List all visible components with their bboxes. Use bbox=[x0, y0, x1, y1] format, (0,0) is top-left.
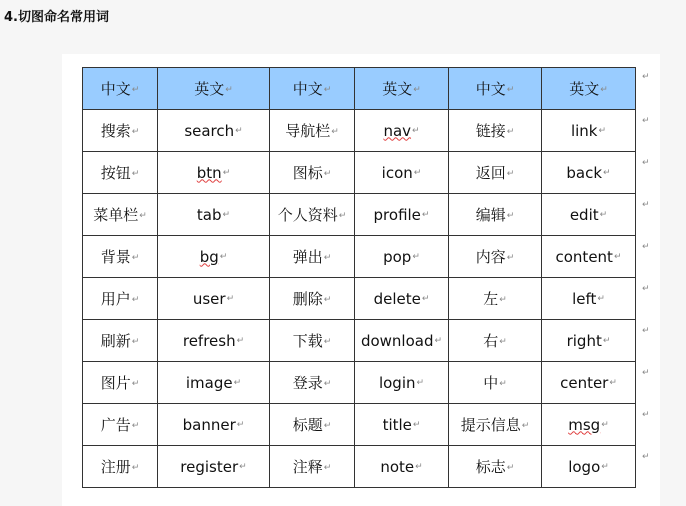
row-end-mark: ↵ bbox=[642, 326, 650, 336]
table-cell: 按钮↵ bbox=[83, 152, 158, 194]
table-row bbox=[83, 404, 636, 446]
row-end-mark: ↵ bbox=[642, 284, 650, 294]
naming-table bbox=[82, 67, 636, 488]
table-cell: 下载↵ bbox=[270, 320, 355, 362]
table-cell: banner↵ bbox=[158, 404, 270, 446]
table-cell: delete↵ bbox=[355, 278, 449, 320]
header-cell: 英文↵ bbox=[355, 68, 449, 110]
table-cell: btn↵ bbox=[158, 152, 270, 194]
section-heading: 4.切图命名常用词 bbox=[4, 10, 109, 25]
table-cell: 删除↵ bbox=[270, 278, 355, 320]
table-cell: 用户↵ bbox=[83, 278, 158, 320]
table-cell: link↵ bbox=[542, 110, 636, 152]
table-cell: 搜索↵ bbox=[83, 110, 158, 152]
table-cell: 背景↵ bbox=[83, 236, 158, 278]
table-cell: content↵ bbox=[542, 236, 636, 278]
table-row bbox=[83, 362, 636, 404]
table-cell: 图标↵ bbox=[270, 152, 355, 194]
table-cell: 左↵ bbox=[449, 278, 542, 320]
header-cell: 中文↵ bbox=[83, 68, 158, 110]
table-cell: 刷新↵ bbox=[83, 320, 158, 362]
row-end-mark: ↵ bbox=[642, 368, 650, 378]
table-cell: search↵ bbox=[158, 110, 270, 152]
table-cell: 菜单栏↵ bbox=[83, 194, 158, 236]
table-cell: right↵ bbox=[542, 320, 636, 362]
table-row bbox=[83, 278, 636, 320]
table-row bbox=[83, 320, 636, 362]
table-cell: 内容↵ bbox=[449, 236, 542, 278]
table-row bbox=[83, 236, 636, 278]
table-cell: 编辑↵ bbox=[449, 194, 542, 236]
table-cell: profile↵ bbox=[355, 194, 449, 236]
table-row bbox=[83, 446, 636, 488]
table-cell: tab↵ bbox=[158, 194, 270, 236]
table-cell: 右↵ bbox=[449, 320, 542, 362]
table-cell: 中↵ bbox=[449, 362, 542, 404]
clipped-text-line bbox=[88, 46, 238, 52]
table-cell: 提示信息↵ bbox=[449, 404, 542, 446]
table-cell: 图片↵ bbox=[83, 362, 158, 404]
table-cell: download↵ bbox=[355, 320, 449, 362]
row-end-mark: ↵ bbox=[642, 452, 650, 462]
table-cell: bg↵ bbox=[158, 236, 270, 278]
table-cell: 注册↵ bbox=[83, 446, 158, 488]
table-cell: center↵ bbox=[542, 362, 636, 404]
header-cell: 中文↵ bbox=[449, 68, 542, 110]
table-cell: msg↵ bbox=[542, 404, 636, 446]
table-cell: image↵ bbox=[158, 362, 270, 404]
table-cell: icon↵ bbox=[355, 152, 449, 194]
table-row bbox=[83, 110, 636, 152]
table-cell: refresh↵ bbox=[158, 320, 270, 362]
table-cell: 弹出↵ bbox=[270, 236, 355, 278]
table-cell: 标志↵ bbox=[449, 446, 542, 488]
table-cell: nav↵ bbox=[355, 110, 449, 152]
header-cell: 英文↵ bbox=[158, 68, 270, 110]
header-row bbox=[83, 68, 636, 110]
table-cell: 登录↵ bbox=[270, 362, 355, 404]
table-cell: 导航栏↵ bbox=[270, 110, 355, 152]
table-cell: left↵ bbox=[542, 278, 636, 320]
table-cell: back↵ bbox=[542, 152, 636, 194]
table-cell: user↵ bbox=[158, 278, 270, 320]
row-end-mark: ↵ bbox=[642, 158, 650, 168]
table-cell: 链接↵ bbox=[449, 110, 542, 152]
table-row bbox=[83, 194, 636, 236]
row-end-mark: ↵ bbox=[642, 242, 650, 252]
row-end-mark: ↵ bbox=[642, 116, 650, 126]
table-cell: logo↵ bbox=[542, 446, 636, 488]
table-cell: pop↵ bbox=[355, 236, 449, 278]
table-row bbox=[83, 152, 636, 194]
table-cell: 返回↵ bbox=[449, 152, 542, 194]
table-cell: login↵ bbox=[355, 362, 449, 404]
header-cell: 英文↵ bbox=[542, 68, 636, 110]
table-cell: note↵ bbox=[355, 446, 449, 488]
row-end-mark: ↵ bbox=[642, 200, 650, 210]
table-cell: 注释↵ bbox=[270, 446, 355, 488]
header-cell: 中文↵ bbox=[270, 68, 355, 110]
table-cell: register↵ bbox=[158, 446, 270, 488]
row-end-mark: ↵ bbox=[642, 72, 650, 82]
table-cell: title↵ bbox=[355, 404, 449, 446]
row-end-mark: ↵ bbox=[642, 410, 650, 420]
table-cell: 个人资料↵ bbox=[270, 194, 355, 236]
table-cell: 广告↵ bbox=[83, 404, 158, 446]
table-cell: edit↵ bbox=[542, 194, 636, 236]
table-cell: 标题↵ bbox=[270, 404, 355, 446]
